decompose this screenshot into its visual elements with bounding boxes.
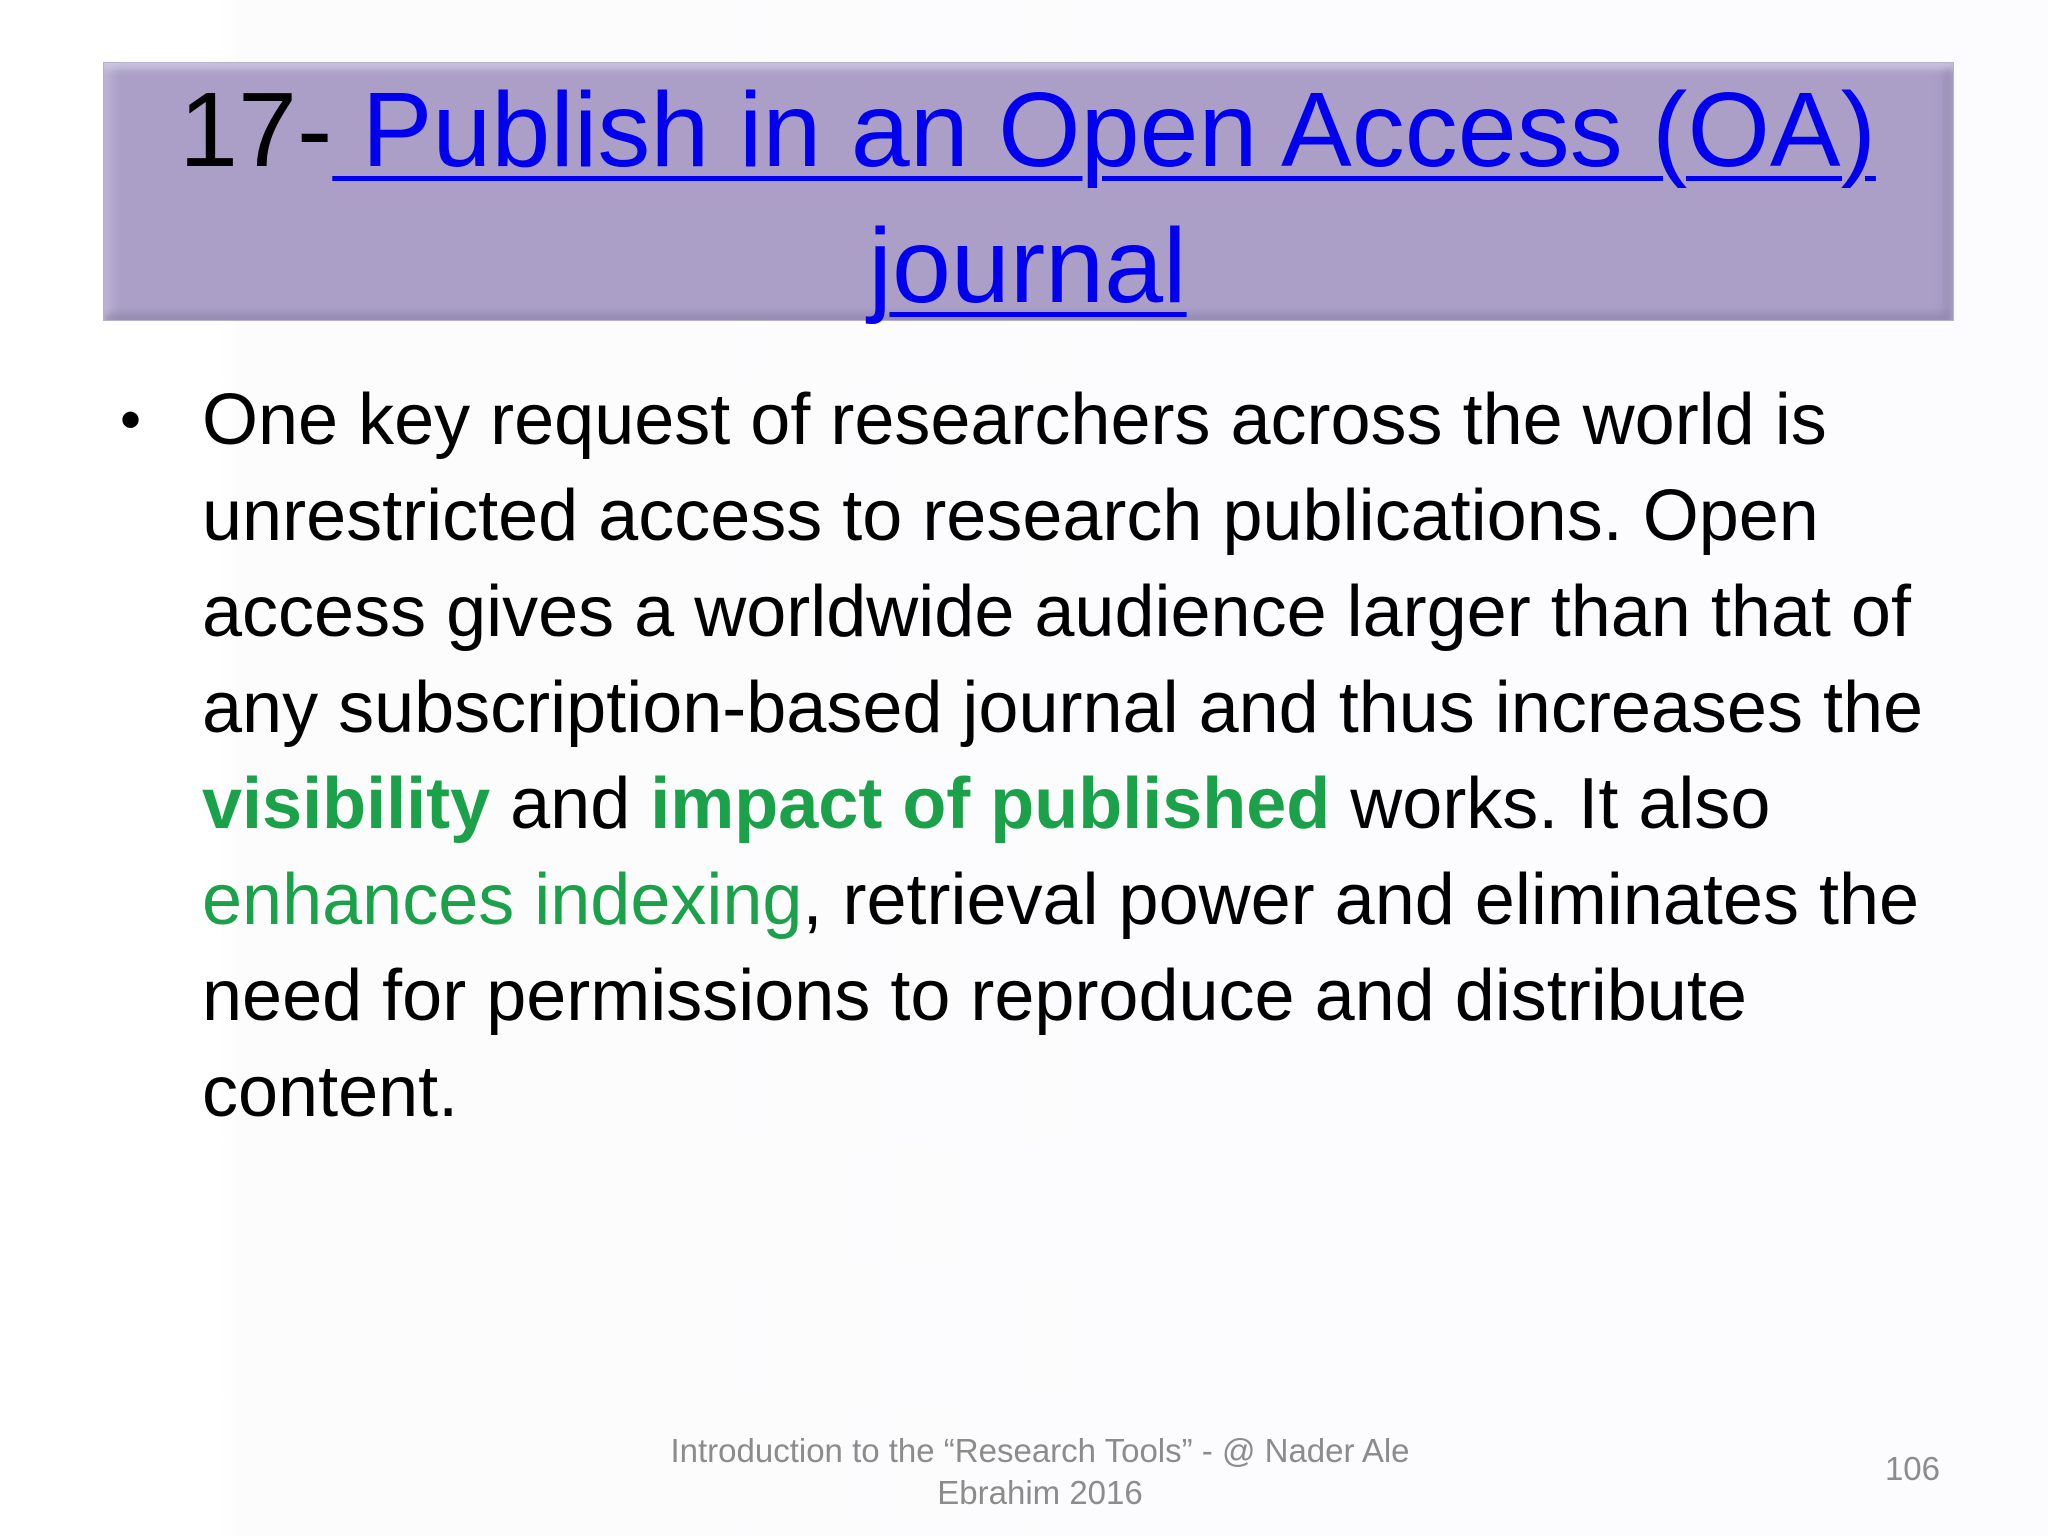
body-text-part4: , retrieval power and eliminates the need for permissions to reproduce and distribute content. (202, 860, 1920, 1132)
body-paragraph (202, 372, 1940, 1140)
highlight-indexing: enhances indexing (202, 860, 803, 940)
body-text-part2: and (490, 764, 651, 844)
slide-title (103, 62, 1952, 325)
body-content (120, 372, 1940, 1140)
highlight-visibility: visibility (202, 764, 491, 844)
page-number: 106 (1884, 1450, 1940, 1487)
body-text-part1: One key request of researchers across the world is unrestricted access to research publications. Open access gives a worldwide audience larger than that of any subscription-based journal and thus increases the (202, 380, 1924, 748)
body-text-part3: works. It also (1330, 764, 1771, 844)
slide-footer: Introduction to the “Research Tools” - @ Nader Ale Ebrahim 2016 (670, 1432, 1410, 1511)
highlight-impact: impact of published (650, 764, 1331, 844)
title-number: 17- (179, 71, 333, 189)
title-link[interactable]: Publish in an Open Access (OA) journal (332, 71, 1876, 325)
bullet-point: • (120, 386, 142, 453)
